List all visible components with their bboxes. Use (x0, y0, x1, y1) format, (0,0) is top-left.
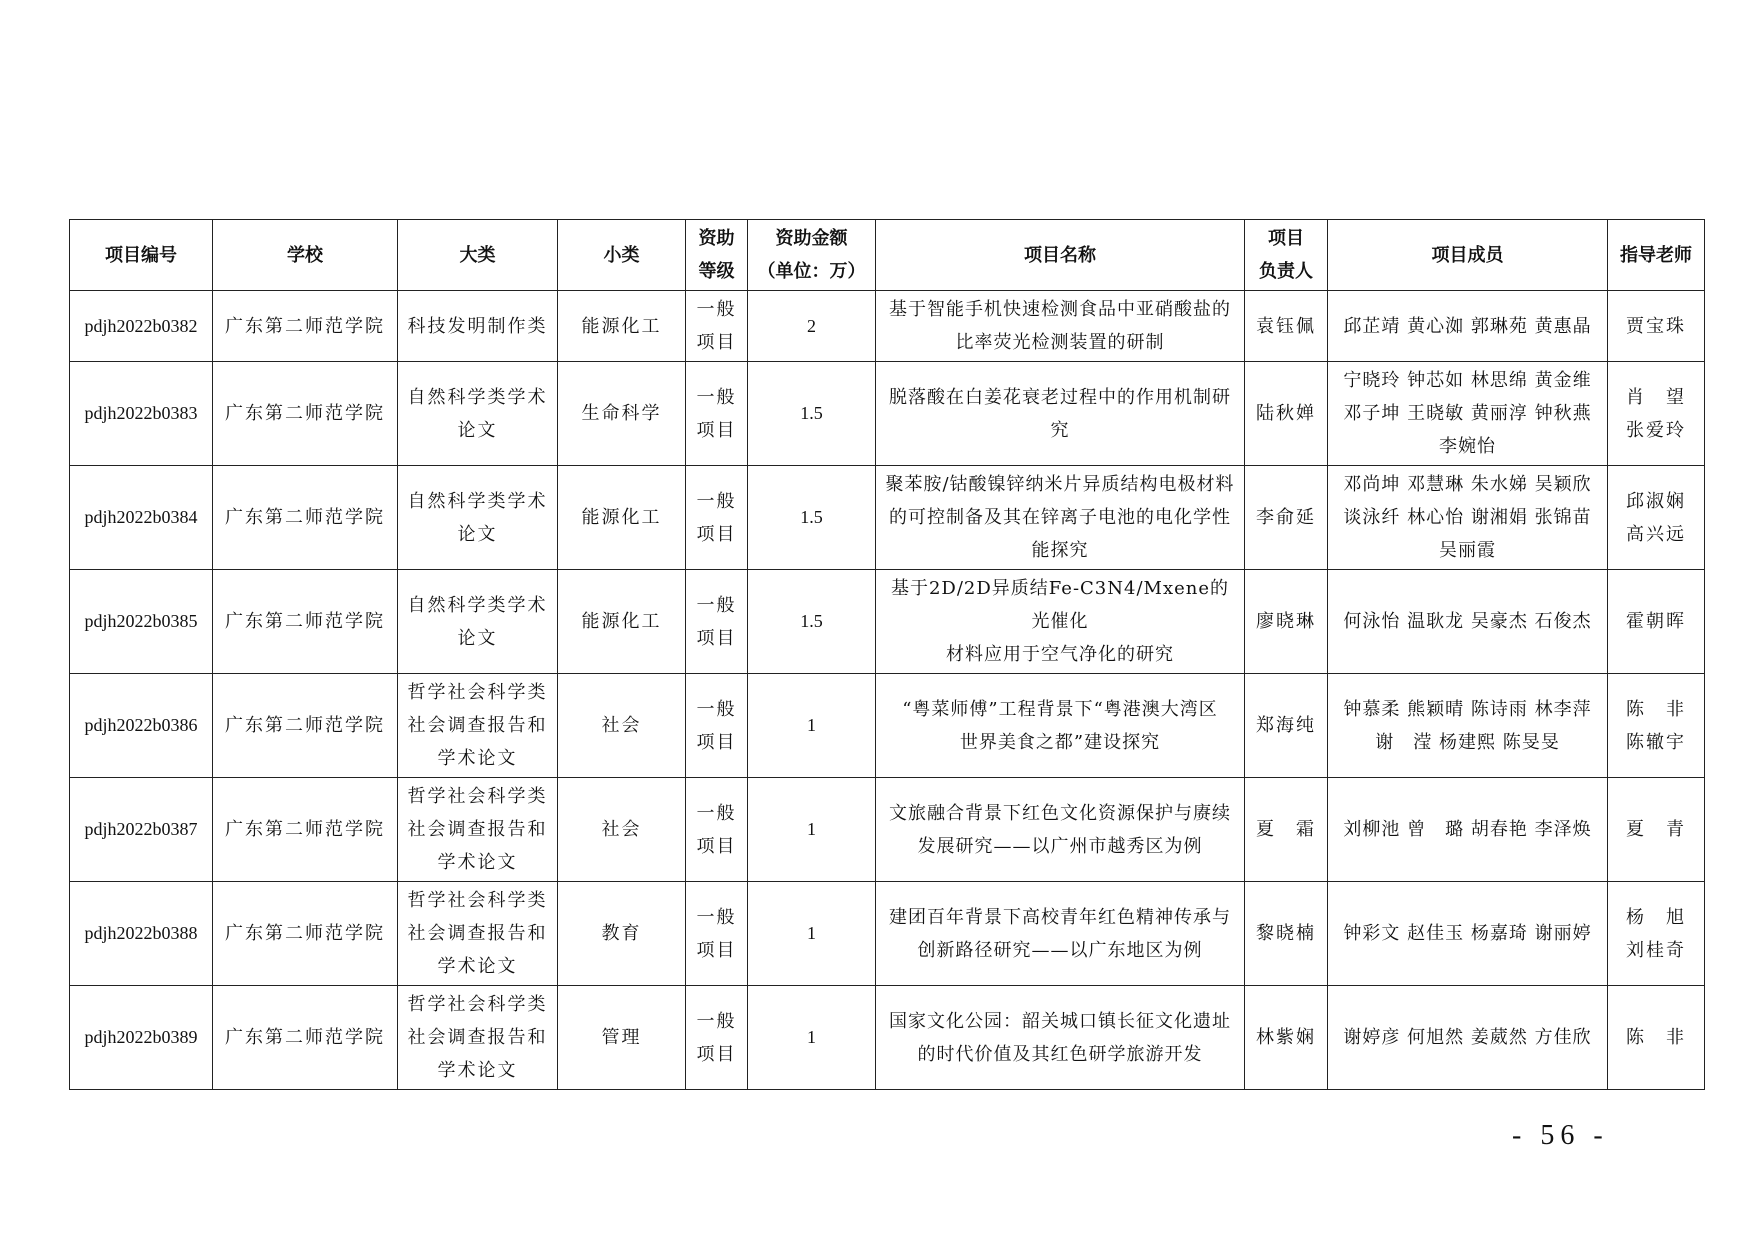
subcategory-cell: 管理 (558, 986, 686, 1090)
project-id-cell: pdjh2022b0385 (70, 570, 213, 674)
members-cell-line: 钟慕柔 熊颖晴 陈诗雨 林李萍 (1343, 698, 1592, 720)
amount-cell: 1 (748, 882, 876, 986)
advisor-cell (1608, 882, 1705, 986)
subcategory-cell: 能源化工 (558, 570, 686, 674)
advisor-cell-line: 陈辙宇 (1626, 731, 1686, 753)
project-id-cell: pdjh2022b0384 (70, 466, 213, 570)
category-cell-line: 社会调查报告和 (407, 923, 548, 944)
category-cell-line: 自然科学类学术 (407, 490, 548, 512)
advisor-cell (1608, 570, 1705, 674)
level-cell (686, 291, 748, 362)
advisor-cell-line: 陈 非 (1626, 698, 1686, 720)
amount-cell: 1 (748, 986, 876, 1090)
school-cell: 广东第二师范学院 (213, 882, 398, 986)
project-id-cell: pdjh2022b0383 (70, 362, 213, 466)
table-row (70, 674, 1705, 778)
project-name-cell (876, 362, 1245, 466)
category-cell-line: 论文 (457, 419, 498, 441)
amount-cell: 1.5 (748, 362, 876, 466)
leader-cell: 廖晓琳 (1245, 570, 1328, 674)
header-level: 资助 等级 (686, 220, 748, 291)
members-cell-line: 何泳怡 温耿龙 吴豪杰 石俊杰 (1343, 611, 1592, 632)
level-cell-line: 项目 (696, 731, 737, 753)
category-cell-line: 论文 (457, 627, 498, 649)
category-cell-line: 学术论文 (437, 748, 518, 769)
members-cell (1328, 362, 1608, 466)
leader-cell: 郑海纯 (1245, 674, 1328, 778)
category-cell (398, 466, 558, 570)
project-name-cell-line: 文旅融合背景下红色文化资源保护与赓续 (889, 802, 1231, 824)
advisor-cell-line: 陈 非 (1626, 1027, 1686, 1048)
project-name-cell (876, 882, 1245, 986)
table-body (70, 291, 1705, 1090)
project-id-cell: pdjh2022b0388 (70, 882, 213, 986)
amount-cell: 1.5 (748, 570, 876, 674)
project-name-cell-line: 脱落酸在白姜花衰老过程中的作用机制研 (889, 386, 1231, 408)
members-cell-line: 宁晓玲 钟芯如 林思绵 黄金维 (1343, 370, 1592, 391)
advisor-cell (1608, 674, 1705, 778)
members-cell-line: 谢 滢 杨建熙 陈旻旻 (1375, 731, 1560, 753)
advisor-cell (1608, 362, 1705, 466)
members-cell (1328, 986, 1608, 1090)
category-cell (398, 362, 558, 466)
subcategory-cell: 生命科学 (558, 362, 686, 466)
school-cell: 广东第二师范学院 (213, 291, 398, 362)
project-name-cell (876, 778, 1245, 882)
project-id-cell: pdjh2022b0387 (70, 778, 213, 882)
header-id: 项目编号 (70, 220, 213, 291)
members-cell-line: 吴丽霞 (1439, 540, 1496, 561)
subcategory-cell: 能源化工 (558, 466, 686, 570)
level-cell (686, 570, 748, 674)
level-cell-line: 项目 (696, 523, 737, 545)
school-cell: 广东第二师范学院 (213, 570, 398, 674)
project-id-cell: pdjh2022b0382 (70, 291, 213, 362)
advisor-cell-line: 杨 旭 (1626, 906, 1686, 928)
header-name: 项目名称 (876, 220, 1245, 291)
members-cell (1328, 291, 1608, 362)
level-cell-line: 一般 (696, 490, 737, 512)
members-cell-line: 谈泳纤 林心怡 谢湘娟 张锦苗 (1343, 507, 1592, 528)
level-cell (686, 674, 748, 778)
category-cell-line: 哲学社会科学类 (407, 994, 548, 1015)
leader-cell: 林紫娴 (1245, 986, 1328, 1090)
subcategory-cell: 教育 (558, 882, 686, 986)
category-cell-line: 学术论文 (437, 1060, 518, 1081)
project-name-cell (876, 291, 1245, 362)
school-cell: 广东第二师范学院 (213, 778, 398, 882)
header-members: 项目成员 (1328, 220, 1608, 291)
members-cell-line: 钟彩文 赵佳玉 杨嘉琦 谢丽婷 (1343, 923, 1592, 944)
category-cell (398, 986, 558, 1090)
level-cell (686, 362, 748, 466)
leader-cell: 陆秋婵 (1245, 362, 1328, 466)
level-cell (686, 778, 748, 882)
category-cell-line: 学术论文 (437, 852, 518, 873)
header-advisor: 指导老师 (1608, 220, 1705, 291)
level-cell-line: 项目 (696, 939, 737, 961)
project-name-cell-line: “粤菜师傅”工程背景下“粤港澳大湾区 (902, 698, 1218, 720)
table-row (70, 362, 1705, 466)
project-name-cell (876, 986, 1245, 1090)
header-category: 大类 (398, 220, 558, 291)
school-cell: 广东第二师范学院 (213, 986, 398, 1090)
advisor-cell (1608, 291, 1705, 362)
amount-cell: 1.5 (748, 466, 876, 570)
amount-cell: 2 (748, 291, 876, 362)
members-cell (1328, 778, 1608, 882)
level-cell-line: 一般 (696, 698, 737, 720)
category-cell (398, 882, 558, 986)
category-cell (398, 778, 558, 882)
project-name-cell-line: 发展研究——以广州市越秀区为例 (917, 835, 1203, 857)
school-cell: 广东第二师范学院 (213, 466, 398, 570)
category-cell-line: 社会调查报告和 (407, 715, 548, 736)
table-row (70, 882, 1705, 986)
project-name-cell (876, 466, 1245, 570)
subcategory-cell: 社会 (558, 674, 686, 778)
level-cell-line: 一般 (696, 1010, 737, 1032)
advisor-cell-line: 刘桂奇 (1626, 939, 1686, 961)
category-cell-line: 社会调查报告和 (407, 819, 548, 840)
members-cell-line: 李婉怡 (1439, 436, 1496, 457)
table-row (70, 466, 1705, 570)
advisor-cell-line: 夏 青 (1626, 819, 1686, 840)
members-cell (1328, 882, 1608, 986)
project-name-cell-line: 究 (1050, 419, 1070, 441)
advisor-cell-line: 张爱玲 (1626, 419, 1686, 441)
category-cell-line: 学术论文 (437, 956, 518, 977)
category-cell-line: 哲学社会科学类 (407, 786, 548, 807)
members-cell (1328, 466, 1608, 570)
category-cell-line: 科技发明制作类 (407, 315, 548, 337)
level-cell-line: 项目 (696, 332, 737, 353)
category-cell-line: 论文 (457, 523, 498, 545)
category-cell-line: 自然科学类学术 (407, 594, 548, 616)
advisor-cell-line: 霍朝晖 (1626, 611, 1686, 632)
subcategory-cell: 社会 (558, 778, 686, 882)
leader-cell: 黎晓楠 (1245, 882, 1328, 986)
table-row (70, 570, 1705, 674)
advisor-cell (1608, 778, 1705, 882)
category-cell (398, 291, 558, 362)
level-cell (686, 466, 748, 570)
members-cell-line: 邓尚坤 邓慧琳 朱水娣 吴颖欣 (1343, 474, 1592, 495)
members-cell (1328, 570, 1608, 674)
level-cell-line: 一般 (696, 906, 737, 928)
members-cell-line: 谢婷彦 何旭然 姜葳然 方佳欣 (1343, 1027, 1592, 1048)
project-name-cell-line: 基于智能手机快速检测食品中亚硝酸盐的 (889, 299, 1231, 320)
header-leader: 项目 负责人 (1245, 220, 1328, 291)
category-cell-line: 哲学社会科学类 (407, 682, 548, 703)
level-cell-line: 项目 (696, 627, 737, 649)
project-name-cell-line: 材料应用于空气净化的研究 (946, 644, 1174, 665)
header-amount: 资助金额 （单位：万） (748, 220, 876, 291)
project-name-cell-line: 基于2D/2D异质结Fe-C3N4/Mxene的光催化 (890, 578, 1230, 632)
project-name-cell-line: 建团百年背景下高校青年红色精神传承与 (889, 906, 1231, 928)
level-cell (686, 882, 748, 986)
advisor-cell (1608, 466, 1705, 570)
category-cell-line: 哲学社会科学类 (407, 890, 548, 911)
project-name-cell-line: 能探究 (1031, 540, 1089, 561)
amount-cell: 1 (748, 778, 876, 882)
advisor-cell-line: 高兴远 (1626, 523, 1686, 545)
project-name-cell (876, 570, 1245, 674)
amount-cell: 1 (748, 674, 876, 778)
table-row (70, 778, 1705, 882)
level-cell-line: 一般 (696, 802, 737, 824)
advisor-cell-line: 肖 望 (1626, 386, 1686, 408)
subcategory-cell: 能源化工 (558, 291, 686, 362)
advisor-cell-line: 贾宝珠 (1626, 315, 1686, 337)
project-name-cell (876, 674, 1245, 778)
category-cell-line: 自然科学类学术 (407, 386, 548, 408)
level-cell-line: 一般 (696, 299, 737, 320)
project-name-cell-line: 的可控制备及其在锌离子电池的电化学性 (889, 507, 1231, 528)
project-name-cell-line: 的时代价值及其红色研学旅游开发 (917, 1043, 1203, 1065)
members-cell (1328, 674, 1608, 778)
project-table (69, 219, 1705, 1090)
level-cell-line: 项目 (696, 1043, 737, 1065)
members-cell-line: 邓子坤 王晓敏 黄丽淳 钟秋燕 (1343, 403, 1592, 424)
page-number: - 56 - (1512, 1120, 1609, 1151)
leader-cell: 夏 霜 (1245, 778, 1328, 882)
project-name-cell-line: 世界美食之都”建设探究 (959, 731, 1161, 753)
advisor-cell-line: 邱淑娴 (1626, 490, 1686, 512)
project-name-cell-line: 聚苯胺/钴酸镍锌纳米片异质结构电极材料 (885, 474, 1235, 495)
project-name-cell-line: 比率荧光检测装置的研制 (955, 332, 1165, 353)
header-subcategory: 小类 (558, 220, 686, 291)
header-row (70, 220, 1705, 291)
header-school: 学校 (213, 220, 398, 291)
project-id-cell: pdjh2022b0389 (70, 986, 213, 1090)
table-row (70, 986, 1705, 1090)
project-id-cell: pdjh2022b0386 (70, 674, 213, 778)
level-cell-line: 项目 (696, 419, 737, 441)
school-cell: 广东第二师范学院 (213, 362, 398, 466)
table-row (70, 291, 1705, 362)
category-cell (398, 570, 558, 674)
leader-cell: 袁钰佩 (1245, 291, 1328, 362)
members-cell-line: 刘柳池 曾 璐 胡春艳 李泽焕 (1343, 819, 1592, 840)
project-name-cell-line: 创新路径研究——以广东地区为例 (917, 939, 1203, 961)
project-name-cell-line: 国家文化公园：韶关城口镇长征文化遗址 (889, 1010, 1231, 1032)
level-cell-line: 一般 (696, 386, 737, 408)
level-cell (686, 986, 748, 1090)
leader-cell: 李俞延 (1245, 466, 1328, 570)
advisor-cell (1608, 986, 1705, 1090)
category-cell-line: 社会调查报告和 (407, 1027, 548, 1048)
category-cell (398, 674, 558, 778)
members-cell-line: 邱芷靖 黄心洳 郭琳苑 黄惠晶 (1343, 315, 1592, 337)
level-cell-line: 一般 (696, 594, 737, 616)
school-cell: 广东第二师范学院 (213, 674, 398, 778)
level-cell-line: 项目 (696, 835, 737, 857)
